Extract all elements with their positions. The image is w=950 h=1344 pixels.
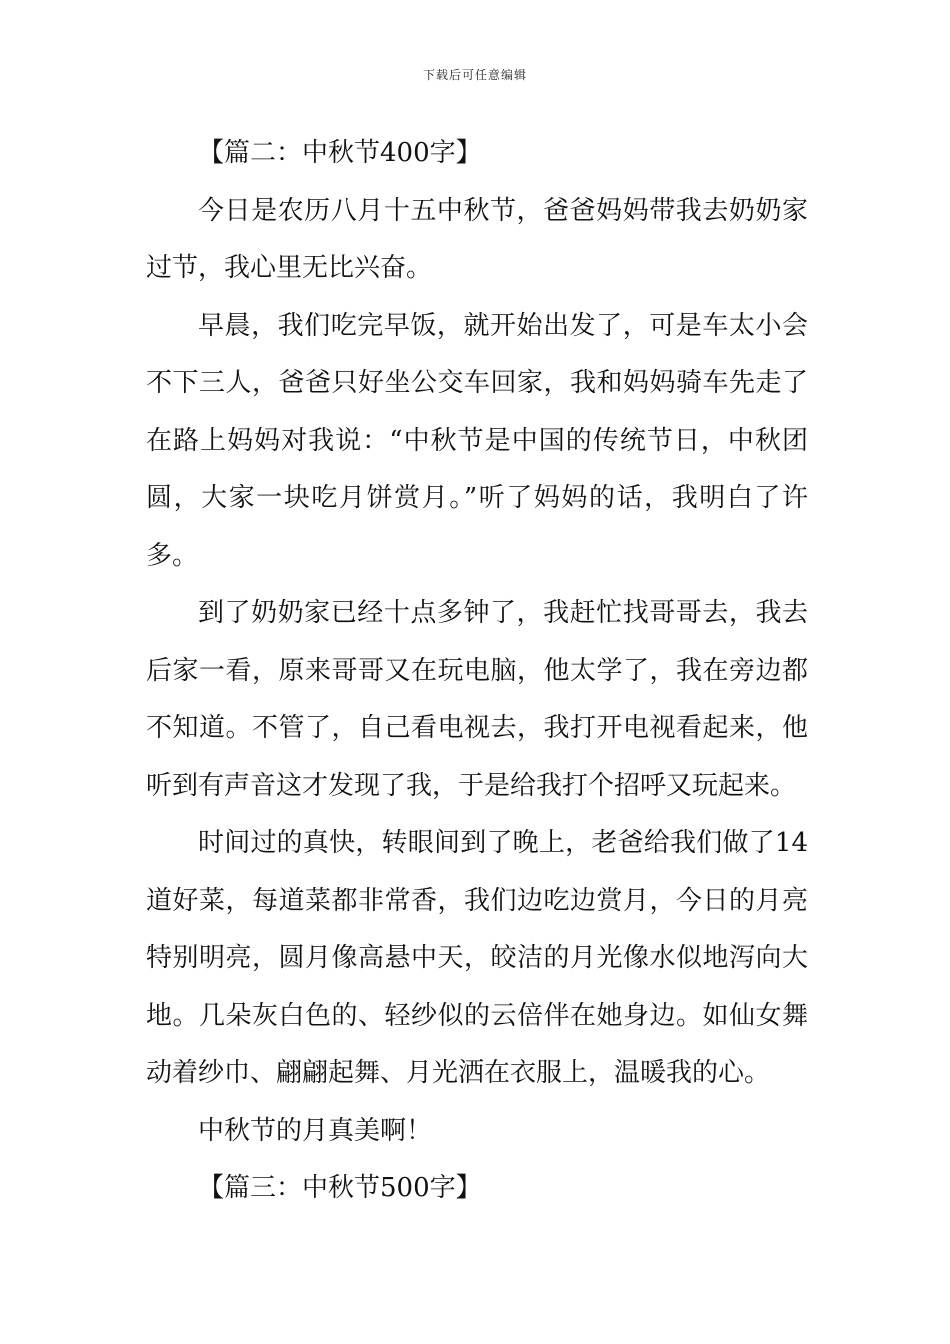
paragraph-4-line-4: 地。几朵灰白色的、轻纱似的云倍伴在她身边。如仙女舞 [146, 1000, 808, 1031]
paragraph-4-line-1: 时间过的真快，转眼间到了晚上，老爸给我们做了14 [198, 828, 808, 858]
paragraph-2-line-5: 多。 [146, 540, 199, 571]
section-heading-2: 【篇二：中秋节400字】 [198, 138, 482, 168]
paragraph-4-line-3: 特别明亮，圆月像高悬中天，皎洁的月光像水似地泻向大 [146, 943, 808, 973]
paragraph-2-line-3: 在路上妈妈对我说：“中秋节是中国的传统节日，中秋团 [146, 425, 808, 456]
paragraph-2-line-4: 圆，大家一块吃月饼赏月。”听了妈妈的话，我明白了许 [146, 483, 808, 513]
document-body [146, 125, 808, 1218]
section-heading-3: 【篇三：中秋节500字】 [198, 1173, 482, 1203]
paragraph-2-line-2: 不下三人，爸爸只好坐公交车回家，我和妈妈骑车先走了 [146, 368, 808, 398]
paragraph-3-line-3: 不知道。不管了，自己看电视去，我打开电视看起来，他 [146, 713, 808, 743]
paragraph-4-line-5: 动着纱巾、翩翩起舞、月光洒在衣服上，温暖我的心。 [146, 1058, 771, 1088]
paragraph-1-line-1: 今日是农历八月十五中秋节，爸爸妈妈带我去奶奶家 [198, 195, 808, 226]
header-note: 下载后可任意编辑 [422, 68, 527, 82]
paragraph-5-line-1: 中秋节的月真美啊！ [198, 1115, 433, 1146]
paragraph-2-line-1: 早晨，我们吃完早饭，就开始出发了，可是车太小会 [198, 310, 808, 341]
paragraph-4-line-2: 道好菜，每道菜都非常香，我们边吃边赏月，今日的月亮 [146, 885, 808, 916]
paragraph-3-line-2: 后家一看，原来哥哥又在玩电脑，他太学了，我在旁边都 [146, 655, 808, 686]
paragraph-3-line-1: 到了奶奶家已经十点多钟了，我赶忙找哥哥去，我去 [198, 598, 808, 628]
paragraph-1-line-2: 过节，我心里无比兴奋。 [146, 253, 433, 283]
paragraph-3-line-4: 听到有声音这才发现了我，于是给我打个招呼又玩起来。 [146, 770, 797, 801]
